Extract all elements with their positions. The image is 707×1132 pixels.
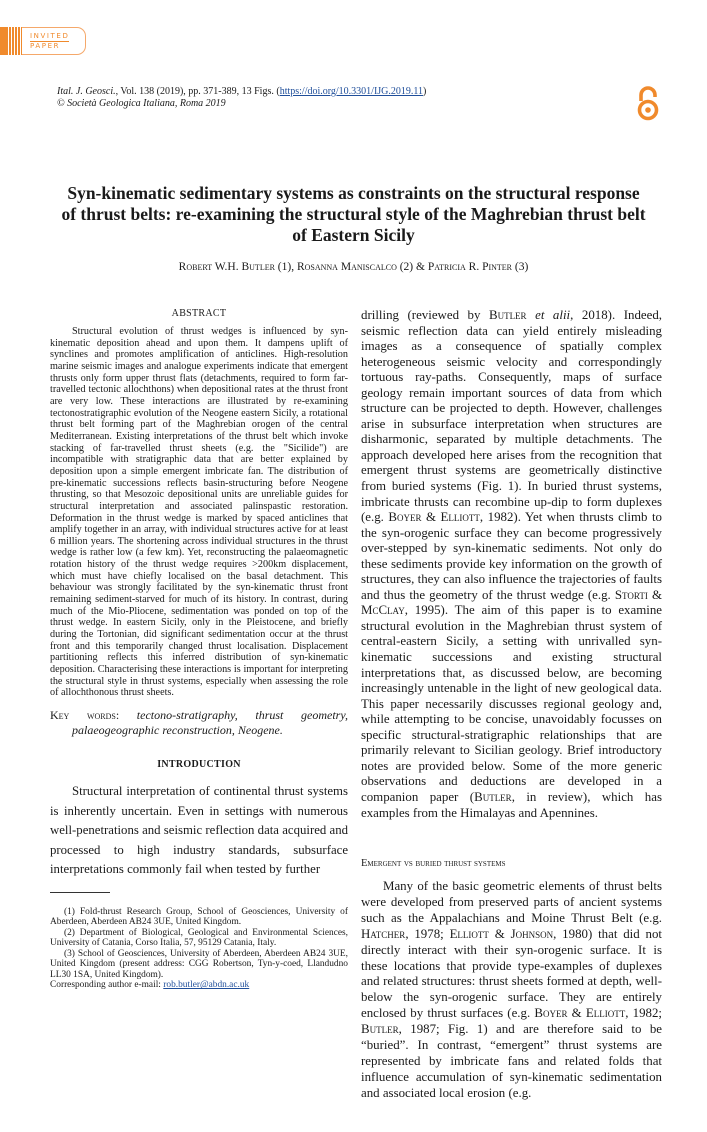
two-column-body	[50, 308, 707, 1102]
citation-author: Butler	[361, 1022, 399, 1037]
text-segment: , 1987; Fig. 1) and are therefore said to be “buried”. In contrast, “emergent” thrust systems are represented by imbricate fans and related folds that influence accumulation of syn-kinematic sedimentation and associated local erosion (e.g.	[361, 1022, 662, 1100]
citation-etal: et alii	[535, 308, 571, 322]
footnote-divider	[50, 892, 110, 893]
text-segment: , in review), which has examples from the Himalayas and Apennines.	[361, 789, 662, 820]
affiliations-footnotes	[50, 907, 348, 991]
text-segment: drilling (reviewed by	[361, 308, 489, 322]
invited-paper-badge	[0, 27, 86, 55]
abstract-heading: ABSTRACT	[171, 308, 227, 319]
journal-citation	[57, 86, 617, 110]
corresponding-author	[50, 980, 348, 991]
introduction-text: Structural interpretation of continental thrust systems is inherently uncertain. Even in settings with numerous well-penetrations and seismic reflection data acquired and processed to high industry standards, subsurface interpretations commonly fail when tested by further	[50, 784, 348, 877]
section-heading: Emergent vs buried thrust systems	[361, 858, 506, 870]
badge-stripe-solid	[0, 27, 8, 55]
badge-line2: PAPER	[30, 41, 61, 50]
authors: Robert W.H. Butler (1), Rosanna Maniscalco (2) & Patricia R. Pinter (3)	[178, 261, 529, 273]
footnote-1: (1) Fold-thrust Research Group, School of Geosciences, University of Aberdeen, Aberdeen AB24 3UE, United Kingdom.	[50, 906, 348, 928]
footnote-2: (2) Department of Biological, Geological and Environmental Sciences, University of Catania, Corso Italia, 57, 95129 Catania, Italy.	[50, 927, 348, 949]
keywords-terms: tectono-stratigraphy, thrust geometry, palaeogeographic reconstruction, Neogene.	[72, 708, 348, 737]
introduction-heading: INTRODUCTION	[157, 759, 241, 770]
citation-author: Boyer & Elliott	[388, 510, 480, 525]
section-text	[361, 879, 662, 1102]
badge-label	[30, 32, 69, 51]
text-segment: Many of the basic geometric elements of thrust belts were developed from preserved parts of ancient systems such as the Appalachians and Moine Thrust Belt (e.g.	[361, 879, 662, 925]
keywords-label: Key words:	[50, 708, 120, 722]
abstract-text: Structural evolution of thrust wedges is influenced by syn-kinematic deposition ahead and upon them. It dampens uplift of synclines and promotes amplification of anticlines. High-resolution marine seismic images and analogue experiments indicate that emergent thrusts only form upper thrust flats (detachments, required to form far-travelled tectonic allochthons) when depositional rates at the thrust front are very low. These interactions are illustrated by re-examining tectonostratigraphic evolution of the Neogene eastern Sicily, a rotational thrust belt forming part of the Maghrebian orogen of the central Mediterranean. Existing interpretations of the thrust belt which invoke stacking of far-travelled thrust sheets (e.g. the "Sicilide") are incompatible with stratigraphic data that are better explained by deposition upon a simple emergent imbricate fan. The distribution of pre-kinematic successions reflects basin-structuring before Neogene thrusting, so that Mesozoic depositional units are unreliable guides for structural interpretation and associated palinspastic restoration. Deformation in the thrust wedge is marked by spaced anticlines that amplify together in an array, with individual structures active for at least 6 million years. The shortening across individual structures in the thrust wedge is rather low (a few km). Yet, reconstructing the palaeomagnetic rotation history of the thrust wedge requires >200km displacement, which must have chiefly localised on the basal detachment. This behaviour was strongly facilitated by the syn-kinematic thrust front remaining sediment-starved for much of its history. In contrast, during much of the Mio-Pliocene, sedimentation was ponded on top of the thrust wedge. In eastern Sicily, only in the Pleistocene, and briefly during the Tortonian, did significant sedimentation occur at the thrust front and this temporarily changed thrust localisation. Displacement partitioning reflects this inferred distribution of syn-kinematic deposition. Characterising these interactions is important for interpreting the structural style in thrust systems, especially when assessing the role of allochthonous thrust sheets.	[50, 326, 348, 699]
citation-close: )	[423, 86, 427, 97]
copyright: © Società Geologica Italiana, Roma 2019	[57, 98, 226, 109]
citation-author: Storti & McClay	[361, 587, 662, 618]
doi-link[interactable]: https://doi.org/10.3301/IJG.2019.11	[279, 86, 424, 97]
footnote-3: (3) School of Geosciences, University of Aberdeen, Aberdeen AB24 3UE, United Kingdom (present address: CGG Robertson, Tyn-y-coed, Llandudno LL30 1SA, United Kingdom).	[50, 948, 348, 980]
citation-author: Boyer & Elliott	[534, 1006, 626, 1021]
open-access-lock-icon	[636, 86, 660, 122]
keywords	[50, 708, 348, 737]
right-column	[361, 308, 662, 1102]
badge-line1: INVITED	[30, 31, 70, 40]
citation-author: Hatcher	[361, 926, 406, 941]
text-segment: , 2018). Indeed, seismic reflection data can yield entirely misleading images as a consequence of spatially complex heterogeneous seismic velocity and correspondingly tortuous ray-paths. Consequently, maps of surface geology remain important sources of data from which structure can be projected to depth. However, challenges arise in subsurface interpretation when structures are disharmonic, separated by multiple detachments. The approach developed here arises from the recognition that emergent thrust systems are geometrically distinctive from buried systems (Fig. 1). In buried thrust systems, imbricate thrusts can recombine up-dip to form duplexes (e.g.	[361, 308, 662, 525]
text-segment: , 1980) that did not directly interact with their syn-orogenic surface. It is these locations that provide type-examples of duplexes and related structures: thrust sheets formed at depth, well-below the syn-orogenic surface. They are entirely enclosed by thrust surfaces (e.g.	[361, 926, 663, 1021]
citation-author: Butler	[474, 789, 512, 804]
badge-stripes	[0, 27, 22, 55]
citation-details: , Vol. 138 (2019), pp. 371-389, 13 Figs. (	[115, 86, 280, 97]
text-segment: , 1982;	[625, 1006, 662, 1021]
citation-author: Elliott & Johnson	[449, 926, 554, 941]
paper-title: Syn-kinematic sedimentary systems as constraints on the structural response of thrust belts: re-examining the structural style of the Maghrebian thrust belt of Eastern Sicily	[61, 183, 646, 245]
text-segment	[527, 308, 536, 322]
left-column	[50, 308, 348, 1102]
corresponding-label: Corresponding author e-mail:	[50, 980, 164, 991]
introduction-continued	[361, 308, 662, 821]
text-segment: , 1982). Yet when thrusts climb to the syn-orogenic surface they can become progressively over-stepped by syn-kinematic sediments. Not only do these sediments provide key information on the growth of structures, they can also influence the trajectories of faults and thus the geometry of the thrust wedge (e.g.	[361, 510, 662, 602]
email-link[interactable]: rob.butler@abdn.ac.uk	[163, 980, 250, 991]
text-segment: , 1978;	[405, 926, 450, 941]
journal-name: Ital. J. Geosci.	[57, 86, 116, 97]
text-segment: , 1995). The aim of this paper is to examine structural evolution in the Maghrebian thrust system of central-eastern Sicily, a setting with unrivalled syn-kinematic successions and existing structural interpretations that, as discussed below, are becoming increasingly untenable in the light of new geological data. This paper necessarily discusses regional geology and, while attempting to be concise, unavoidably focusses on specific structural-stratigraphic relationships that are primarily relevant to Sicilian geology. Brief introductory notes are provided below. Some of the more generic observations and deductions are developed in a companion paper (	[361, 603, 662, 804]
citation-author: Butler	[488, 308, 527, 322]
